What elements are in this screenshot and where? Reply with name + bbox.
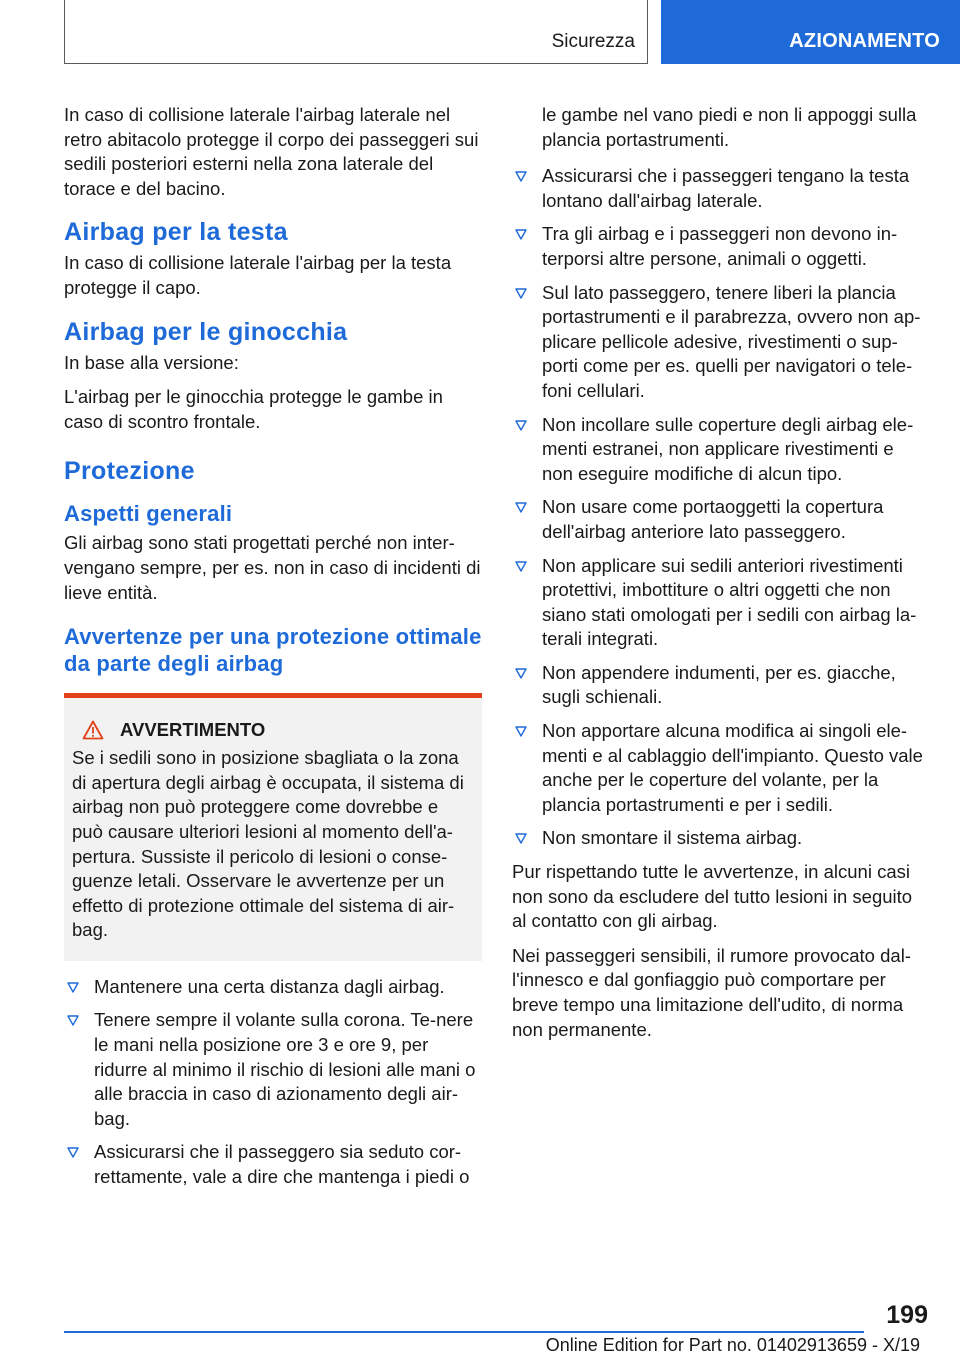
triangle-bullet-icon	[66, 1010, 80, 1030]
list-item-text: Assicurarsi che il passeggero sia seduto cor-rettamente, vale a dire che mantenga i piedi o	[94, 1141, 470, 1188]
heading-general: Aspetti generali	[64, 501, 233, 527]
triangle-bullet-icon	[66, 977, 80, 997]
list-item-text: Tenere sempre il volante sulla corona. Te-nere le mani nella posizione ore 3 e ore 9, per ridurre al minimo il rischio di lesioni alle mani o alle braccia in caso di azionamento degli air-bag.	[94, 1009, 476, 1129]
knee-airbag-paragraph: L'airbag per le ginocchia protegge le gambe in caso di scontro frontale.	[64, 386, 443, 432]
list-item	[512, 495, 928, 544]
triangle-bullet-icon	[514, 166, 528, 186]
list-item	[512, 826, 928, 851]
triangle-bullet-icon	[514, 283, 528, 303]
list-item-text: Non applicare sui sedili anteriori rivestimenti protettivi, imbottiture o altri oggetti che non siano stati omologati per i sedili con airbag la-terali integrati.	[542, 554, 917, 650]
knee-version-paragraph: In base alla versione:	[64, 351, 239, 373]
triangle-bullet-icon	[66, 1142, 80, 1162]
warning-triangle-icon	[82, 720, 104, 740]
risk-paragraph: Pur rispettando tutte le avvertenze, in alcuni casi non sono da escludere del tutto lesioni in seguito al contatto con gli airbag.	[512, 861, 913, 932]
list-item-text: Tra gli airbag e i passeggeri non devono in-terporsi altre persone, animali o oggetti.	[542, 223, 898, 269]
noise-paragraph: Nei passeggeri sensibili, il rumore provocato dal-l'innesco e dal gonfiaggio può comportare per breve tempo una limitazione dell'udito, di norma non permanente.	[512, 944, 911, 1040]
left-column	[64, 103, 482, 1199]
warning-title: AVVERTIMENTO	[120, 719, 266, 741]
right-bullet-list	[512, 164, 928, 851]
head-airbag-paragraph: In caso di collisione laterale l'airbag per la testa protegge il capo.	[64, 252, 452, 298]
page-number: 199	[886, 1301, 928, 1329]
warning-text: Se i sedili sono in posizione sbagliata o la zona di apertura degli airbag è occupata, il sistema di airbag non può proteggere come dovrebbe e può causare ulteriori lesioni al momento dell'a-pertura. Sussiste il pericolo di lesioni o conse-guenze letali. Osservare le avvertenze per un effetto di protezione ottimale del sistema di air-bag.	[72, 747, 464, 941]
triangle-bullet-icon	[514, 556, 528, 576]
list-item	[512, 281, 928, 404]
heading-warnings: Avvertenze per una protezione ottimale da parte degli airbag	[64, 624, 482, 677]
footer-divider	[64, 1331, 864, 1333]
list-item	[512, 222, 928, 271]
list-item	[512, 661, 928, 710]
intro-paragraph: In caso di collisione laterale l'airbag laterale nel retro abitacolo protegge il corpo dei passeggeri sui sedili posteriori esterni nella zona laterale del torace e del bacino.	[64, 104, 479, 199]
triangle-bullet-icon	[514, 663, 528, 683]
heading-head-airbag: Airbag per la testa	[64, 218, 288, 247]
triangle-bullet-icon	[514, 415, 528, 435]
list-item	[512, 719, 928, 817]
warning-box	[64, 693, 482, 961]
list-item	[64, 1140, 482, 1189]
chapter-tab	[661, 0, 960, 64]
list-item	[512, 413, 928, 487]
list-item	[64, 975, 482, 1000]
footer-edition: Online Edition for Part no. 01402913659 - X/19	[545, 1335, 920, 1355]
right-column	[512, 103, 928, 1052]
triangle-bullet-icon	[514, 721, 528, 741]
list-item-text: Non usare come portaoggetti la copertura dell'airbag anteriore lato passeggero.	[542, 496, 884, 542]
list-item-text: Mantenere una certa distanza dagli airbag.	[94, 975, 445, 997]
list-item-text: Assicurarsi che i passeggeri tengano la testa lontano dall'airbag laterale.	[542, 165, 910, 211]
chapter-title: AZIONAMENTO	[789, 30, 940, 52]
list-item	[512, 164, 928, 213]
triangle-bullet-icon	[514, 497, 528, 517]
warning-title-row	[72, 718, 474, 742]
section-title: Sicurezza	[551, 31, 635, 52]
list-item	[64, 1008, 482, 1131]
footer-edition-line	[0, 1335, 920, 1356]
list-item-text: Non appendere indumenti, per es. giacche, sugli schienali.	[542, 661, 896, 708]
list-item-text: Non apportare alcuna modifica ai singoli ele-menti e al cablaggio dell'impianto. Questo vale anche per le coperture del volante, per la plancia portastrumenti e per i sedili.	[542, 720, 923, 815]
triangle-bullet-icon	[514, 828, 528, 848]
heading-protection: Protezione	[64, 457, 195, 486]
general-paragraph: Gli airbag sono stati progettati perché non inter-vengano sempre, per es. non in caso di incidenti di lieve entità.	[64, 532, 481, 603]
left-bullet-list	[64, 975, 482, 1190]
triangle-bullet-icon	[514, 224, 528, 244]
list-item-text: Non smontare il sistema airbag.	[542, 827, 803, 849]
heading-knee-airbag: Airbag per le ginocchia	[64, 317, 348, 346]
list-item	[512, 554, 928, 652]
continued-paragraph: le gambe nel vano piedi e non li appoggi sulla plancia portastrumenti.	[542, 104, 917, 150]
list-item-text: Non incollare sulle coperture degli airbag ele-menti estranei, non applicare rivestimenti e non eseguire modifiche di alcun tipo.	[542, 413, 914, 484]
list-item-text: Sul lato passeggero, tenere liberi la plancia portastrumenti e il parabrezza, ovvero non ap-plicare pellicole adesive, rivestimenti o sup-porti come per es. quelli per navigatori o tele-foni cellulari.	[542, 281, 921, 401]
header-section-box	[64, 0, 648, 64]
